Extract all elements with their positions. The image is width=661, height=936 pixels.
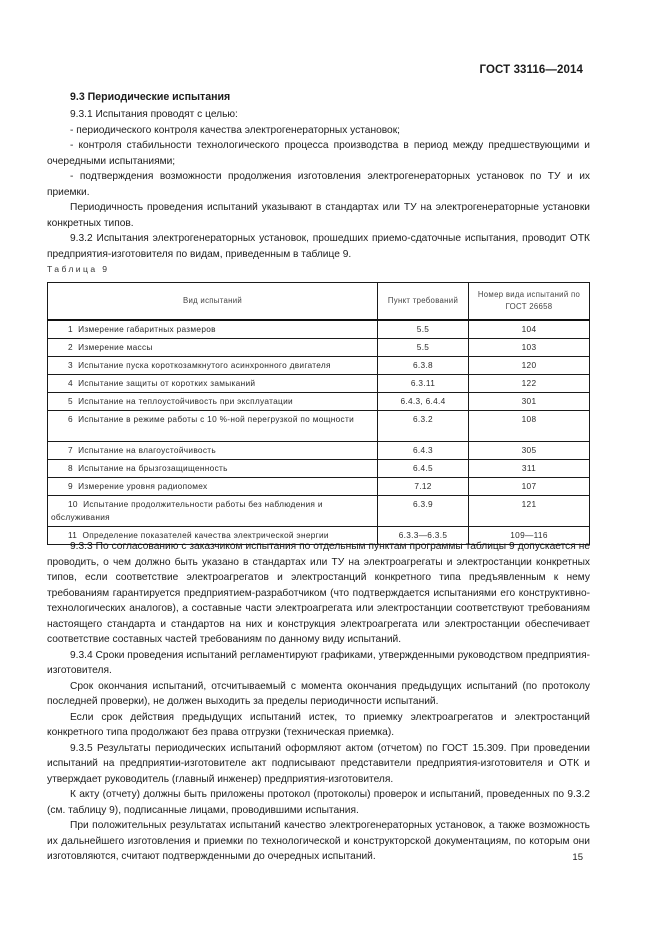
paragraph: 9.3.1 Испытания проводят с целью:: [70, 109, 238, 120]
table-row: [48, 357, 590, 375]
clause-cell: 6.3.8: [378, 357, 469, 375]
test-name-cell: 11 Определение показателей качества электрической энергии: [48, 527, 378, 545]
table-header-row: [48, 283, 590, 321]
paragraph: К акту (отчету) должны быть приложены протокол (протоколы) проверок и испытаний, проведенных по 9.3.2 (см. таблицу 9), подписанные лицами, проводившими испытания.: [47, 789, 590, 816]
paragraph: 9.3.2 Испытания электрогенераторных установок, прошедших приемо-сдаточные испытания, проводит ОТК предприятия-изготовителя по видам, приведенным в таблице 9.: [47, 233, 590, 260]
document-designation: ГОСТ 33116—2014: [479, 64, 583, 76]
clause-cell: 6.3.2: [378, 411, 469, 442]
table-row: [48, 460, 590, 478]
clause-cell: 6.3.11: [378, 375, 469, 393]
code-cell: 121: [469, 496, 590, 527]
paragraph: Если срок действия предыдущих испытаний истек, то приемку электроагрегатов и электростанций конкретного типа продолжают без права отгрузки (техническая приемка).: [47, 711, 590, 738]
clause-cell: 6.4.3, 6.4.4: [378, 393, 469, 411]
paragraph: 9.3.3 По согласованию с заказчиком испытания по отдельным пунктам программы таблицы 9 допускается не проводить, о чем должно быть указано в стандартах или ТУ на электроагрегаты и электростанции конкретных типов, если соответствие электроагрегатов и электростанций конкретного типа предъявленным к нему требованиям гарантируется предприятием-разработчиком (что подтверждается испытаниями его конструктивно-технологических аналогов), а составные части электроагрегата или электростанции соответствуют требованиям настоящего стандарта и стандартов на них и конструкция электроагрегата или электростанции обеспечивает соответствие составных частей требованиям по данному виду испытаний.: [47, 541, 590, 645]
code-cell: 109—116: [469, 527, 590, 545]
test-name-cell: 4 Испытание защиты от коротких замыканий: [48, 375, 378, 393]
section-body-rules: [47, 539, 590, 865]
table-row: [48, 375, 590, 393]
tests-table: [47, 282, 590, 545]
test-name-cell: 1 Измерение габаритных размеров: [48, 320, 378, 339]
header-test-type: Вид испытаний: [48, 283, 378, 321]
table-row: [48, 393, 590, 411]
test-name-cell: 9 Измерение уровня радиопомех: [48, 478, 378, 496]
paragraph: Периодичность проведения испытаний указывают в стандартах или ТУ на электрогенераторные установки конкретных типов.: [47, 202, 590, 229]
code-cell: 103: [469, 339, 590, 357]
clause-cell: 6.3.9: [378, 496, 469, 527]
section-title: 9.3 Периодические испытания: [70, 91, 231, 103]
code-cell: 120: [469, 357, 590, 375]
paragraph: Срок окончания испытаний, отсчитываемый с момента окончания предыдущих испытаний (по протоколу последней проверки), не должен выходить за пределы периодичности испытаний.: [47, 680, 590, 707]
clause-cell: 5.5: [378, 320, 469, 339]
table-row: [48, 442, 590, 460]
header-test-code: Номер вида испытаний по ГОСТ 26658: [469, 283, 590, 321]
page-number: 15: [572, 852, 583, 863]
table-row: [48, 320, 590, 339]
table-row: [48, 496, 590, 527]
test-name-cell: 5 Испытание на теплоустойчивость при эксплуатации: [48, 393, 378, 411]
paragraph: 9.3.4 Сроки проведения испытаний регламентируют графиками, утвержденными руководством предприятия-изготовителя.: [47, 649, 590, 676]
table-caption: Таблица 9: [47, 264, 110, 274]
clause-cell: 7.12: [378, 478, 469, 496]
list-item: - контроля стабильности технологического процесса производства в период между предшествующими и очередными испытаниями;: [47, 140, 590, 167]
test-name-cell: 2 Измерение массы: [48, 339, 378, 357]
test-name-cell: 8 Испытание на брызгозащищенность: [48, 460, 378, 478]
code-cell: 301: [469, 393, 590, 411]
paragraph: При положительных результатах испытаний качество электрогенераторных установок, а также возможность их дальнейшего изготовления и приемки по технологической и конструкторской документациям, по которым они изготовляются, считают подтвержденными до очередных испытаний.: [47, 820, 590, 862]
section-body-intro: [47, 107, 590, 262]
clause-cell: 6.3.3—6.3.5: [378, 527, 469, 545]
paragraph: 9.3.5 Результаты периодических испытаний оформляют актом (отчетом) по ГОСТ 15.309. При проведении испытаний на предприятии-изготовителе акт подписывают представители предприятия-изготовителя и ОТК и утверждает руководитель (главный инженер) предприятия-изготовителя.: [47, 742, 590, 785]
code-cell: 311: [469, 460, 590, 478]
table-row: [48, 339, 590, 357]
code-cell: 107: [469, 478, 590, 496]
code-cell: 104: [469, 320, 590, 339]
table-row: [48, 478, 590, 496]
test-name-cell: 7 Испытание на влагоустойчивость: [48, 442, 378, 460]
code-cell: 108: [469, 411, 590, 442]
list-item: - подтверждения возможности продолжения изготовления электрогенераторных установок по ТУ и их приемки.: [47, 171, 590, 198]
code-cell: 305: [469, 442, 590, 460]
code-cell: 122: [469, 375, 590, 393]
test-name-cell: 6 Испытание в режиме работы с 10 %-ной перегрузкой по мощности: [48, 411, 378, 442]
clause-cell: 6.4.5: [378, 460, 469, 478]
table-row: [48, 411, 590, 442]
header-requirement-clause: Пункт требований: [378, 283, 469, 321]
clause-cell: 6.4.3: [378, 442, 469, 460]
list-item: - периодического контроля качества электрогенераторных установок;: [70, 124, 401, 136]
clause-cell: 5.5: [378, 339, 469, 357]
test-name-cell: 3 Испытание пуска короткозамкнутого асинхронного двигателя: [48, 357, 378, 375]
test-name-cell: 10 Испытание продолжительности работы без наблюдения и обслуживания: [48, 496, 378, 527]
